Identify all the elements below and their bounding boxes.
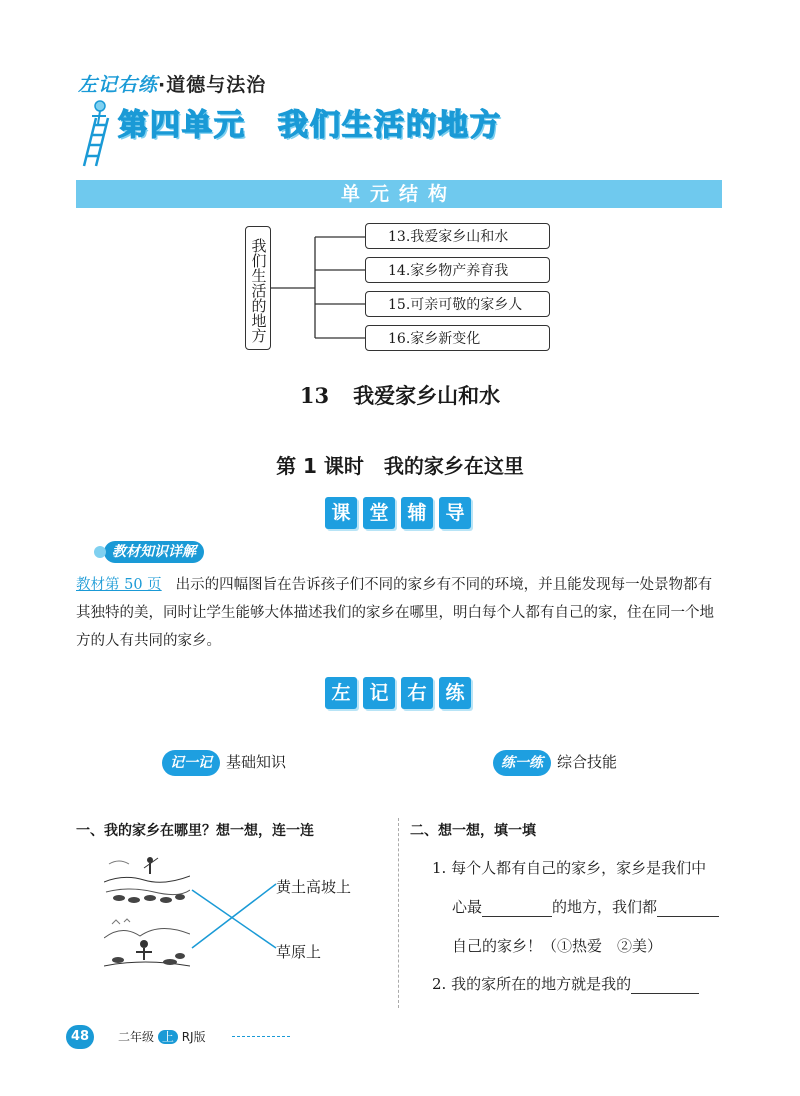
structure-branch-16: 16.家乡新变化 [365,325,550,351]
guide-tile: 导 [439,497,471,529]
guide-tile: 课 [325,497,357,529]
answer-blank-2[interactable] [657,898,719,917]
structure-branch-13: 13.我爱家乡山和水 [365,223,550,249]
structure-branch-14: 14.家乡物产养育我 [365,257,550,283]
practice-tile: 记 [363,677,395,709]
skills-header [493,750,617,776]
unit-structure-bar: 单元结构 [76,180,722,208]
edition-label: RJ版 [181,1030,206,1044]
structure-root: 我们生活的地方 [245,226,271,350]
knowledge-tag: 教材知识详解 [104,541,204,563]
practice-pill: 练一练 [493,750,551,776]
series-name: 左记右练 [78,74,159,96]
period-title: 第 1 课时 我的家乡在这里 [276,454,524,478]
answer-blank-1[interactable] [482,898,552,917]
lesson-number: 13 [299,383,330,408]
guide-text: 出示的四幅图旨在告诉孩子们不同的家乡有不同的环境，并且能发现每一处景物都有其独特的美，同时让学生能够大体描述我们的家乡在哪里，明白每个人都有自己的家，住在同一个地方的人有共同的家乡。 [76,577,714,649]
footer-grade [118,1028,206,1045]
practice-tile: 左 [325,677,357,709]
q2-item2 [432,973,699,994]
unit-title: 第四单元 我们生活的地方 [118,108,502,143]
grade-label: 二年级 [118,1030,155,1044]
q2-item1-mid: 的地方，我们都 [552,898,658,916]
guide-paragraph [76,571,724,655]
q2-item1-pre: 心最 [452,898,483,916]
basics-header [162,750,286,776]
q2-heading: 二、想一想，填一填 [410,823,536,839]
option-grassland: 草原上 [276,943,322,961]
practice-tile: 练 [439,677,471,709]
q2-item1-line1: 1. 每个人都有自己的家乡，家乡是我们中 [432,859,707,877]
matching-lines [190,870,280,960]
lesson-name: 我爱家乡山和水 [353,384,501,408]
ladder-climber-icon [76,98,114,168]
guide-tile: 辅 [401,497,433,529]
guide-tile: 堂 [363,497,395,529]
series-title [78,70,266,97]
practice-heading [325,677,471,709]
guide-heading [325,497,471,529]
lesson-title [0,380,800,410]
practice-tile: 右 [401,677,433,709]
structure-connectors [271,236,367,340]
option-loess-plateau: 黄土高坡上 [276,878,352,896]
q2-item1-line2 [452,896,719,917]
column-divider [398,818,399,1008]
footer-dashed-rule [232,1036,290,1037]
q2-item2-text: 2. 我的家所在的地方就是我的 [432,975,632,993]
textbook-page-ref: 教材第 50 页 [76,577,162,593]
page-number: 48 [66,1025,94,1049]
q2-item1-line3: 自己的家乡！（①热爱 ②美） [452,937,663,955]
subject-name: ·道德与法治 [158,74,267,96]
basics-label: 基础知识 [226,753,287,771]
grassland-herding-image [104,916,190,974]
memorize-pill: 记一记 [162,750,220,776]
q1-heading: 一、我的家乡在哪里？想一想，连一连 [76,823,314,839]
structure-branch-15: 15.可亲可敬的家乡人 [365,291,550,317]
skills-label: 综合技能 [557,753,618,771]
plateau-herding-image [104,852,190,906]
term-badge: 上 [158,1030,178,1044]
answer-blank-3[interactable] [631,975,699,994]
